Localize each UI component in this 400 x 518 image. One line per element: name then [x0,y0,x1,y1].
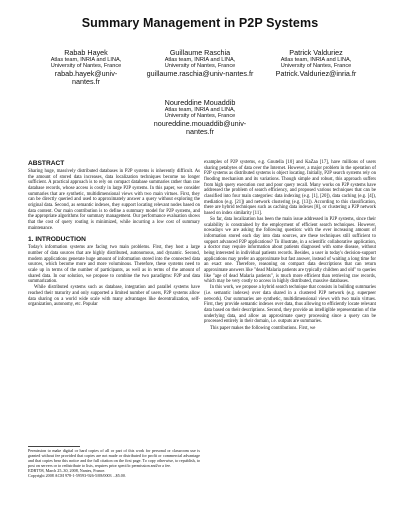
paragraph: examples of P2P systems, e.g. Gnutella [10] and KaZaa [17], have millions of users sharing petabytes of data over the Internet. However, a major problem in the operation of P2P systems as distributed systems is object locating. Initially, P2P search systems rely on flooding mechanism and its variations. Though simple and robust, this approach suffers from high query execution cost and poor query recall. Many works on P2P systems have addressed the problem of search efficiency, and proposed various techniques that can be classified into four main categories: data indexing (e.g. [1], [20]), data caching (e.g. [4]), mediation (e.g. [21]) and network clustering (e.g. [13]). According to this classification, there are hybrid techniques such as caching data indexes [8], or clustering a P2P network based on index similarity [11]. [204,160,376,216]
author-block [140,98,260,136]
footnote-rule [28,446,80,447]
author-name: Patrick Valduriez [289,48,343,57]
paragraph: So far, data localization has been the main issue addressed in P2P systems, since their scalability is constrained by the employment of efficient search techniques. However, nowadays we are asking the following question: with the ever increasing amount of information stored each day into data sources, are these techniques still sufficient to support advanced P2P applications? To illustrate, in a scientific collaborative application, a doctor may require information about patients diagnosed with some disease, without being interested in individual patients records. Besides, a user in today's decision-support applications may prefer an approximate but fast answer, instead of waiting a long time for an exact one. Therefore, reasoning on compact data descriptions that can return approximate answers like "dead Malaria patients are typically children and old" to queries like "age of dead Malaria patients", is much more efficient than retrieving raw records, which may be very costly to access in highly distributed, massive databases. [204,217,376,285]
author-affiliation: University of Nantes, France [164,113,236,120]
footnote-line: EDBT'08, March 25–30, 2008, Nantes, France. [28,467,106,473]
author-affiliation: Atlas team, INRIA and LINA, [164,57,236,63]
author-affiliation: University of Nantes, France [280,63,352,70]
author-name: Guillaume Raschia [169,48,231,57]
left-column [28,160,200,308]
author-email: noureddine.mouaddib@univ-nantes.fr [153,118,247,136]
footnote-line: Permission to make digital or hard copies of all or part of this work for personal or classroom use is granted without fee provided that copies are not made or distributed for profit or commercial advantage and that copies bear this notice and the full citation on the first page. To copy otherwise, to republish, to post on servers or to redistribute to lists, requires prior specific permission and/or a fee. [28,448,200,468]
author-affiliation: Atlas team, INRIA and LINA, [280,57,352,63]
paragraph: In this work, we propose a hybrid search technique that consists in building summaries (i.e. semantic indexes) over data shared in a clustered P2P network (e.g. superpeer network). Our summaries are synthetic, multidimensional views with two main virtues. First, they provide semantic indexes over data, thus allowing to efficiently locate relevant data based on their descriptions. Second, they provide an intelligible representation of the underlying data, and allow an approximate query processing since a query can be processed entirely in their domain, i.e. outputs are summaries. [204,285,376,325]
author-block [140,48,260,78]
paper-title: Summary Management in P2P Systems [81,16,319,30]
author-affiliation: Atlas team, INRIA and LINA, [50,57,122,63]
author-name: Noureddine Mouaddib [164,98,236,107]
author-block [26,48,146,86]
author-affiliation: Atlas team, INRIA and LINA, [164,107,236,113]
paragraph: While distributed systems such as database, integration and parallel systems have reached their maturity and only supported a limited number of users, P2P systems allow data sharing on a world wide scale with many advantages like decentralization, self-organization, autonomy, etc. Popular [28,285,200,308]
copyright-footnote [28,446,200,478]
author-email: guillaume.raschia@univ-nantes.fr [146,68,254,78]
author-name: Rabab Hayek [64,48,108,57]
abstract-heading: ABSTRACT [28,160,65,167]
author-affiliation: University of Nantes, France [50,63,122,70]
footnote-line: Copyright 2008 ACM 978-1-59593-926-5/08/0003 ...$5.00. [28,472,126,478]
author-email: Patrick.Valduriez@inria.fr [275,68,357,78]
paragraph: Today's information systems are facing two main problems. First, they host a large number of data sources that are highly distributed, autonomous, and dynamic. Second, modern applications generate huge amount of information stored into the connected data sources, which become more and more voluminous. Therefore, these systems need to scale up in terms of the number of participants, as well as in terms of the amount of shared data. In our solution, we propose to combine the two paradigms: P2P and data summarization. [28,245,200,285]
abstract-text: Sharing huge, massively distributed databases in P2P systems is inherently difficult. As the amount of stored data increases, data localization techniques become no longer sufficient. A practical approach is to rely on compact database summaries rather than raw database records, whose access is costly in large P2P systems. In this paper, we consider summaries that are synthetic, multidimensional views with two main virtues. First, they can be directly queried and used to approximately answer a query without exploring the original data. Second, as semantic indexes, they support locating relevant nodes based on data content. Our main contribution is to define a summary model for P2P systems, and the appropriate algorithms for summary management. Our performance evaluation shows that the cost of query routing is minimized, while incurring a low cost of summary maintenance. [28,169,200,231]
right-column [204,160,376,331]
author-block [256,48,376,78]
author-email: rabab.hayek@univ-nantes.fr [54,68,118,86]
paragraph: This paper makes the following contributions. First, we [210,325,316,331]
author-affiliation: University of Nantes, France [164,63,236,70]
section-heading-introduction: 1. INTRODUCTION [28,236,86,244]
